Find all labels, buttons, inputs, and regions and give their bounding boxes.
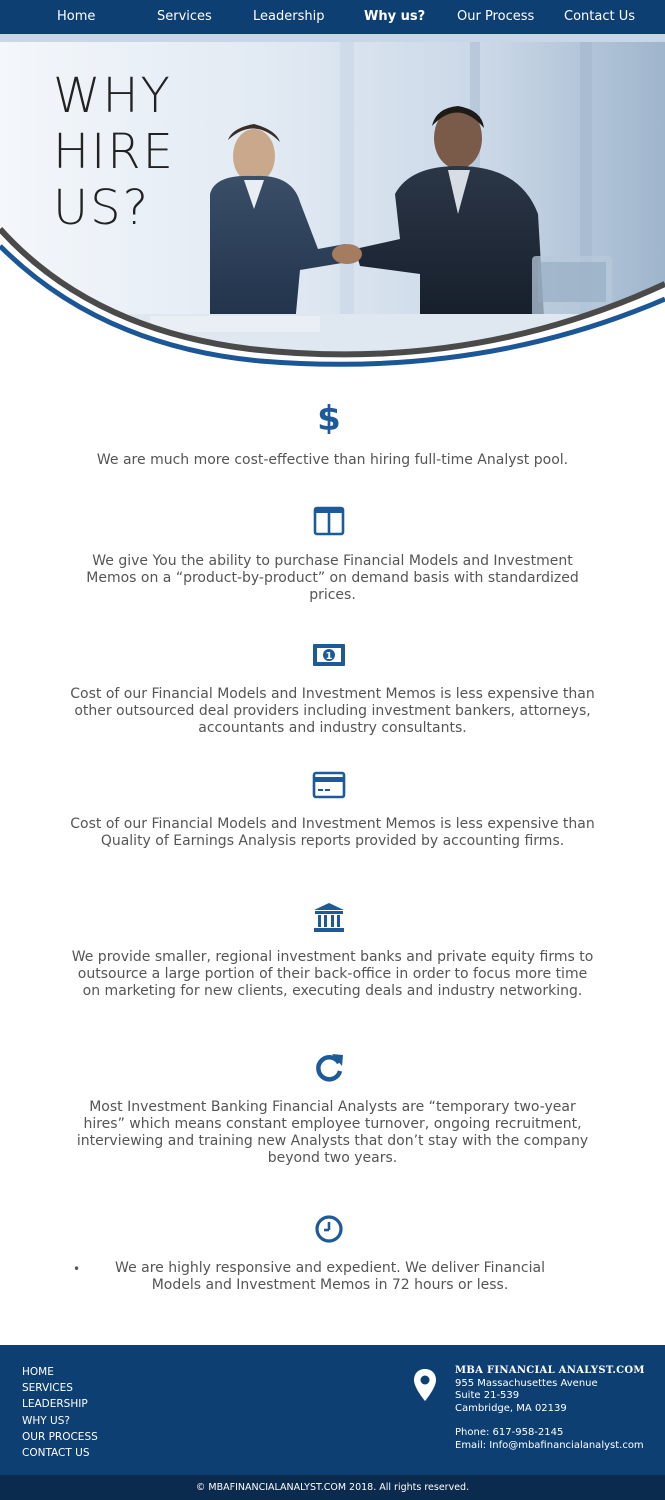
dollar-icon xyxy=(312,400,346,434)
credit-card-icon xyxy=(312,768,346,802)
page-title-line: WHY xyxy=(53,68,172,124)
footer-brand: MBA FINANCIAL ANALYST.COM xyxy=(455,1365,645,1376)
nav-our-process[interactable]: Our Process xyxy=(457,9,535,24)
footer xyxy=(0,1345,665,1475)
page-title-line: HIRE xyxy=(53,124,175,180)
footer-contact-info xyxy=(455,1365,645,1452)
copyright-bar: © MBAFINANCIALANALYST.COM 2018. All rights reserved. xyxy=(0,1475,665,1500)
map-pin-icon xyxy=(413,1368,437,1402)
nav-leadership[interactable]: Leadership xyxy=(253,9,325,24)
nav-home[interactable]: Home xyxy=(57,9,96,24)
feature-text: We are highly responsive and expedient. We deliver Financial Models and Investment Memos in 72 hours or less. xyxy=(115,1260,545,1293)
clock-icon xyxy=(312,1212,346,1246)
money-bill-icon xyxy=(312,638,346,672)
footer-email[interactable]: Email: Info@mbafinancialanalyst.com xyxy=(455,1439,644,1451)
nav-contact-us[interactable]: Contact Us xyxy=(564,9,635,24)
refresh-icon xyxy=(312,1050,346,1084)
feature-text: Most Investment Banking Financial Analysts are “temporary two-year hires” which means constant employee turnover, ongoing recruitment, interviewing and training new Analysts that don’t stay with the company beyond two years. xyxy=(76,1099,589,1166)
page-title xyxy=(53,68,175,236)
hero-banner xyxy=(0,34,665,370)
footer-phone: Phone: 617-958-2145 xyxy=(455,1427,564,1438)
feature-text: We are much more cost-effective than hiring full-time Analyst pool. xyxy=(96,452,569,468)
footer-address-line: 955 Massachusettes Avenue xyxy=(455,1377,598,1389)
feature-text: We provide smaller, regional investment banks and private equity firms to outsource a large portion of their back-office in order to focus more time on marketing for new clients, executing deals and industry networking. xyxy=(71,949,594,999)
top-nav xyxy=(0,0,665,34)
svg-text:1: 1 xyxy=(325,651,333,662)
feature-text: We give You the ability to purchase Financial Models and Investment Memos on a “product-by-product” on demand basis with standardized prices. xyxy=(86,553,579,603)
footer-link-leadership[interactable]: LEADERSHIP xyxy=(22,1398,88,1411)
nav-why-us[interactable]: Why us? xyxy=(364,9,426,24)
page-title-line: US? xyxy=(53,180,151,236)
columns-icon xyxy=(312,505,346,539)
footer-link-services[interactable]: SERVICES xyxy=(22,1382,73,1395)
footer-link-our-process[interactable]: OUR PROCESS xyxy=(22,1430,98,1443)
svg-text:$: $ xyxy=(317,400,341,434)
feature-text: Cost of our Financial Models and Investment Memos is less expensive than other outsourced deal providers including investment bankers, attorneys, accountants and industry consultants. xyxy=(70,686,595,736)
bank-icon xyxy=(312,901,346,935)
footer-link-why-us[interactable]: WHY US? xyxy=(22,1414,70,1427)
feature-text: Cost of our Financial Models and Investment Memos is less expensive than Quality of Earnings Analysis reports provided by accounting firms. xyxy=(70,816,595,849)
footer-address-line: Suite 21-539 xyxy=(455,1390,520,1401)
footer-nav xyxy=(22,1364,98,1461)
nav-services[interactable]: Services xyxy=(157,9,212,24)
footer-link-contact-us[interactable]: CONTACT US xyxy=(22,1447,90,1460)
footer-address-line: Cambridge, MA 02139 xyxy=(455,1402,567,1414)
footer-link-home[interactable]: HOME xyxy=(22,1366,54,1378)
bullet-marker: • xyxy=(73,1262,81,1276)
